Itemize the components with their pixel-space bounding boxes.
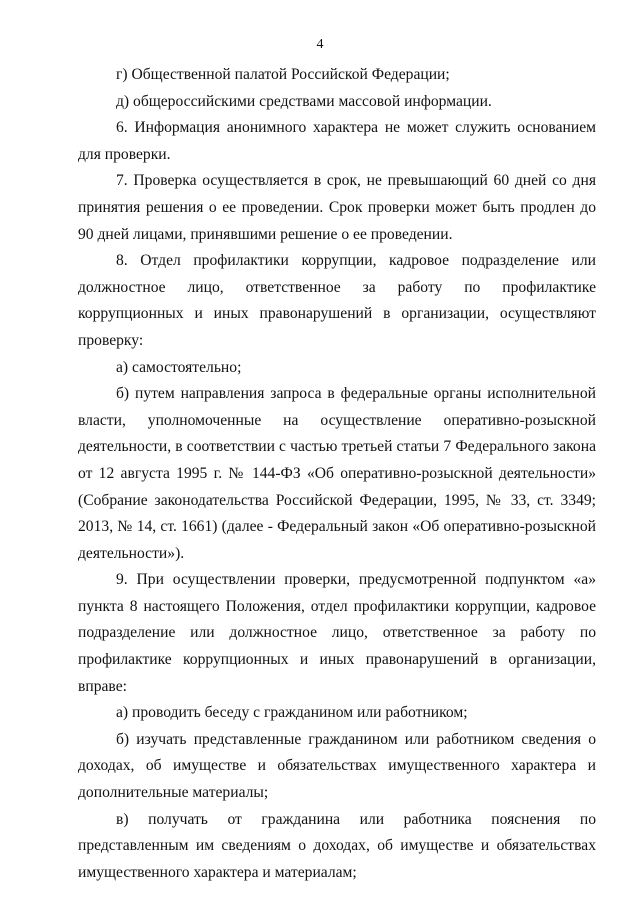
clause-9: 9. При осуществлении проверки, предусмотренной подпунктом «а» пункта 8 настоящего Положения, отдел профилактики коррупции, кадровое подразделение или должностное лицо, ответственное за работу по профилактике коррупционных и иных правонарушений в организации, вправе:	[78, 571, 596, 695]
clause-8-item-a: а) самостоятельно;	[116, 358, 242, 376]
document-body	[78, 62, 596, 886]
clause-8: 8. Отдел профилактики коррупции, кадровое подразделение или должностное лицо, ответственное за работу по профилактике коррупционных и иных правонарушений в организации, осуществляют проверку:	[78, 252, 596, 349]
page-number: 4	[316, 37, 324, 52]
clause-9-item-a: а) проводить беседу с гражданином или работником;	[116, 704, 468, 722]
clause-7: 7. Проверка осуществляется в срок, не превышающий 60 дней со дня принятия решения о ее проведении. Срок проверки может быть продлен до 90 дней лицами, принявшими решение о ее проведении.	[78, 172, 596, 243]
list-item-d: д) общероссийскими средствами массовой информации.	[116, 92, 492, 110]
clause-8-item-b: б) путем направления запроса в федеральные органы исполнительной власти, уполномоченные на осуществление оперативно-розыскной деятельности, в соответствии с частью третьей статьи 7 Федерального закона от 12 августа 1995 г. № 144-ФЗ «Об оперативно-розыскной деятельности» (Собрание законодательства Российской Федерации, 1995, № 33, ст. 3349; 2013, № 14, ст. 1661) (далее - Федеральный закон «Об оперативно-розыскной деятельности»).	[78, 385, 596, 562]
clause-9-item-v: в) получать от гражданина или работника пояснения по представленным им сведениям о доходах, об имуществе и обязательствах имущественного характера и материалам;	[78, 810, 596, 881]
clause-9-item-b: б) изучать представленные гражданином или работником сведения о доходах, об имуществе и обязательствах имущественного характера и дополнительные материалы;	[78, 730, 596, 802]
clause-6: 6. Информация анонимного характера не может служить основанием для проверки.	[78, 119, 596, 163]
list-item-g: г) Общественной палатой Российской Федерации;	[116, 66, 450, 83]
